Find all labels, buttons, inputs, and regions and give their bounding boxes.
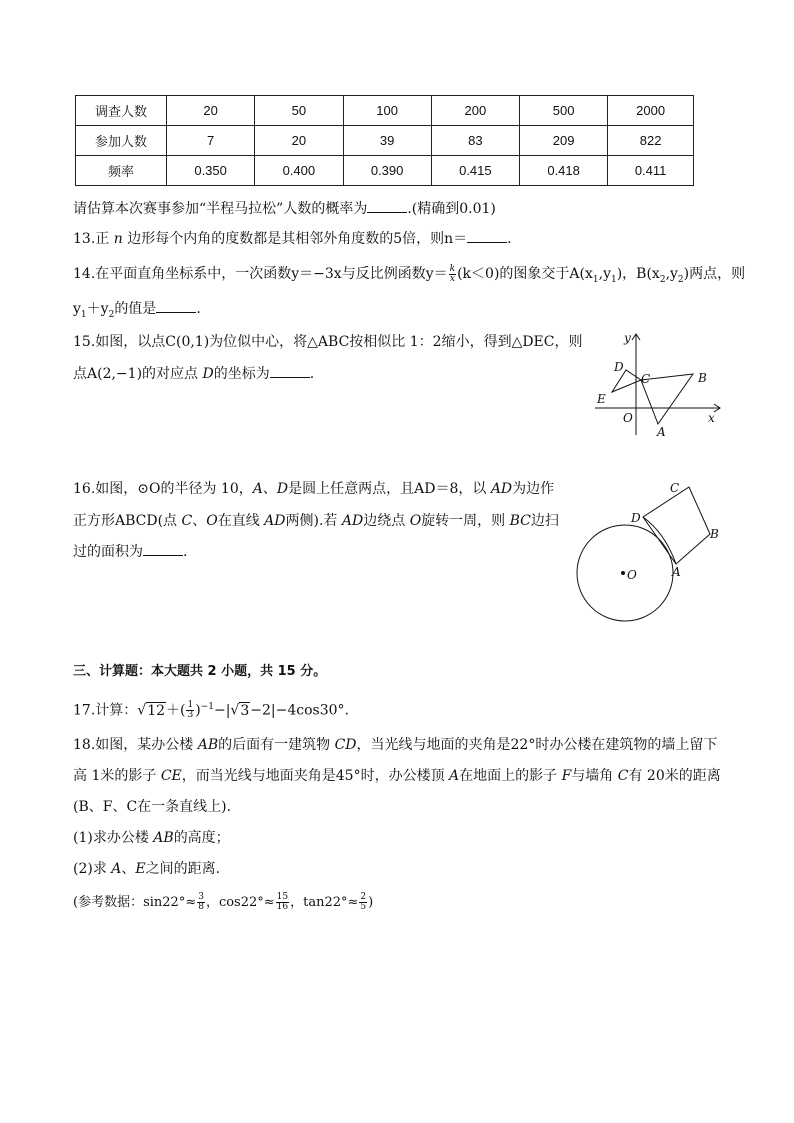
label-B: B [710, 527, 719, 541]
table-cell: 200 [431, 96, 519, 126]
table-cell: 0.415 [431, 156, 519, 186]
answer-blank [156, 298, 196, 313]
label-C: C [641, 372, 651, 386]
fraction-one-third: $\frac{1}{3}$ [187, 700, 194, 721]
row-header: 调查人数 [76, 96, 167, 126]
question-14-line1: 14.在平面直角坐标系中，一次函数y＝−3x与反比例函数y＝ $\frac{k}{x}$ (k＜0)的图象交于$A(x_1,y_1)$，$B(x_2,y_2)$两点，则 [73, 263, 746, 285]
question-12-tail [73, 198, 496, 219]
table-cell: 20 [255, 126, 343, 156]
question-18-line2: 高 1米的影子 CE，而当光线与地面夹角是45°时，办公楼顶 A在地面上的影子 F与墙角 C有 20米的距离 [73, 768, 721, 784]
label-O: O [623, 411, 633, 425]
question-16-line1: 16.如图，⊙O的半径为 10，A、D是圆上任意两点，且AD＝8，以 AD为边作 [73, 481, 555, 497]
question-15-line2: 点A(2,−1)的对应点 D的坐标为 . [73, 363, 314, 384]
table-cell: 0.411 [608, 156, 694, 186]
table-cell: 0.418 [520, 156, 608, 186]
question-18-line1: 18.如图，某办公楼 AB的后面有一建筑物 CD，当光线与地面的夹角是22°时办公楼在建筑物的墙上留下 [73, 737, 718, 753]
label-x: x [708, 411, 715, 425]
row-header: 频率 [76, 156, 167, 186]
label-E: E [597, 392, 606, 406]
q12-text-after: .(精确到0.01) [407, 201, 496, 217]
question-18-reference: (参考数据：sin22°≈ $\frac{3}{8}$ ，cos22°≈ $\frac{15}{16}$ ，tan22°≈ $\frac{2}{5}$ ) [73, 892, 374, 912]
label-C: C [670, 481, 680, 495]
answer-blank [143, 541, 183, 556]
label-A: A [657, 425, 666, 439]
question-13: 13.正 n 边形每个内角的度数都是其相邻外角度数的5倍，则n＝ . [73, 228, 512, 249]
table-row [76, 156, 694, 186]
table-cell: 7 [167, 126, 255, 156]
section-3-title: 三、计算题：本大题共 2 小题，共 15 分。 [73, 664, 327, 679]
table-cell: 0.390 [343, 156, 431, 186]
question-17: 17.计算：√12＋( $\frac{1}{3}$ )$^{-1}$−|√3−2|−4cos30°. [73, 700, 349, 721]
table-cell: 100 [343, 96, 431, 126]
question-18-part1: (1)求办公楼 AB的高度； [73, 830, 230, 846]
question-14-line2: $y_1+y_2$的值是 . [73, 298, 201, 325]
table-row [76, 96, 694, 126]
table-cell: 2000 [608, 96, 694, 126]
table-cell: 0.400 [255, 156, 343, 186]
center-point [621, 571, 625, 575]
table-cell: 50 [255, 96, 343, 126]
row-header: 参加人数 [76, 126, 167, 156]
q15-coordinate-figure [590, 330, 725, 440]
question-18-part2: (2)求 A、E之间的距离. [73, 861, 221, 877]
q16-circle-figure [572, 478, 722, 628]
q12-text: 请估算本次赛事参加“半程马拉松”人数的概率为 [73, 201, 368, 217]
question-18-line3: (B、F、C在一条直线上). [73, 799, 232, 815]
answer-blank [367, 198, 407, 213]
label-O: O [627, 568, 637, 582]
table-cell: 500 [520, 96, 608, 126]
question-16-line3: 过的面积为 . [73, 541, 187, 562]
table-cell: 39 [343, 126, 431, 156]
label-A: A [672, 565, 681, 579]
survey-table [75, 95, 694, 186]
table-cell: 209 [520, 126, 608, 156]
fraction-k-over-x: $\frac{k}{x}$ [449, 263, 456, 284]
question-15-line1: 15.如图，以点C(0,1)为位似中心，将△ABC按相似比 1：2缩小，得到△DEC，则 [73, 334, 583, 350]
table-row [76, 126, 694, 156]
answer-blank [467, 228, 507, 243]
label-B: B [698, 371, 707, 385]
answer-blank [270, 363, 310, 378]
label-D: D [614, 360, 624, 374]
question-16-line2: 正方形ABCD(点 C、O在直线 AD两侧).若 AD边绕点 O旋转一周，则 BC边扫 [73, 513, 559, 529]
label-y: y [624, 331, 631, 345]
table-cell: 20 [167, 96, 255, 126]
label-D: D [631, 511, 641, 525]
table-cell: 822 [608, 126, 694, 156]
table-cell: 83 [431, 126, 519, 156]
table-cell: 0.350 [167, 156, 255, 186]
